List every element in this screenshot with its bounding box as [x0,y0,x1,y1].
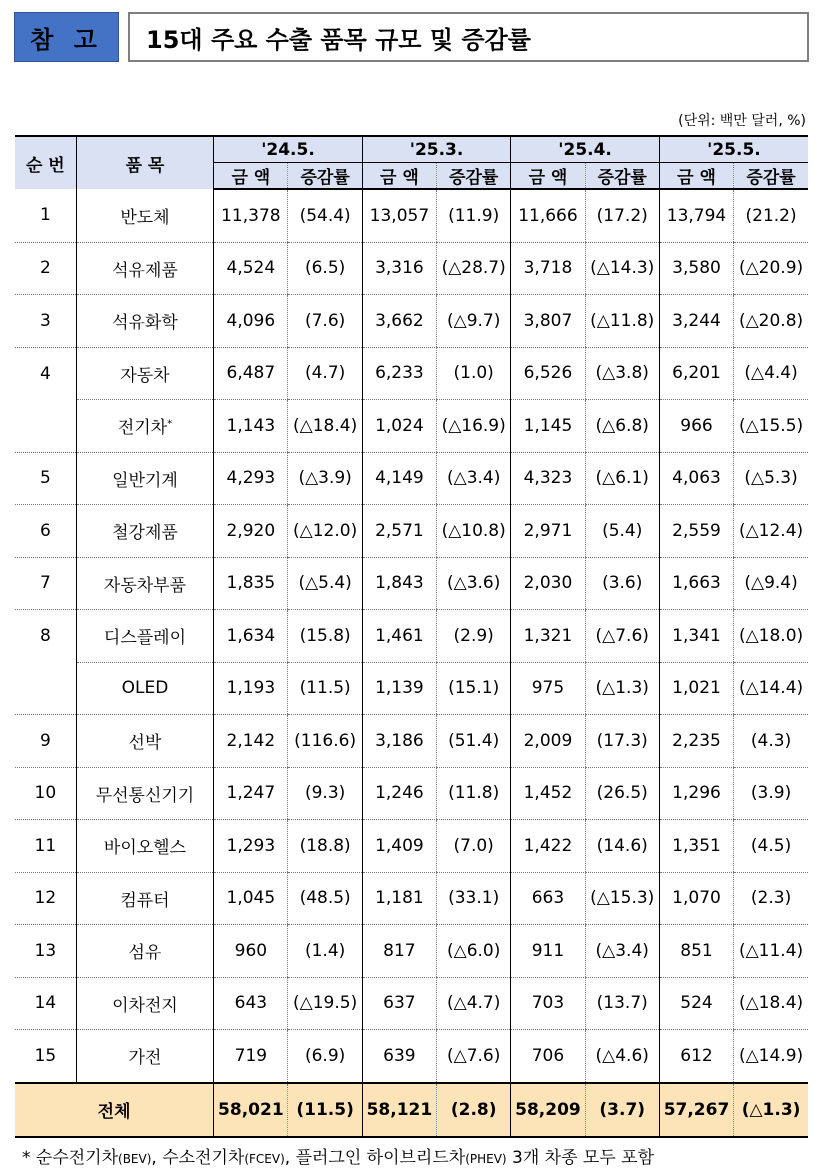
change-cell: (6.9) [288,1030,362,1083]
amount-cell: 1,843 [362,557,436,610]
amount-cell: 1,296 [659,767,733,820]
change-cell: (6.5) [288,242,362,295]
change-cell: (21.2) [734,189,808,242]
header-change: 증감률 [437,163,511,190]
change-cell: (△12.4) [734,505,808,558]
total-row [15,1083,808,1137]
row-rank: 6 [15,505,76,558]
amount-cell: 4,149 [362,452,436,505]
change-cell: (△9.4) [734,557,808,610]
section-header [14,12,809,64]
row-item-label: 석유화학 [112,313,178,334]
amount-cell: 1,070 [659,872,733,925]
row-item [76,925,214,978]
table-body [15,189,808,1137]
total-amount-cell: 58,121 [362,1083,436,1137]
row-rank: 12 [15,872,76,925]
footnote-mark: * [167,418,173,430]
change-cell: (△7.6) [585,610,659,663]
amount-cell: 2,235 [659,715,733,768]
row-item-label: 디스플레이 [103,628,187,649]
header-rank: 순 번 [15,136,76,189]
change-cell: (17.3) [585,715,659,768]
row-item-label: 선박 [128,733,162,754]
change-cell: (△20.8) [734,295,808,348]
amount-cell: 1,021 [659,662,733,715]
change-cell: (△16.9) [437,400,511,453]
header-change: 증감률 [288,163,362,190]
row-rank: 2 [15,242,76,295]
amount-cell: 11,666 [511,189,585,242]
change-cell: (7.0) [437,820,511,873]
amount-cell: 2,030 [511,557,585,610]
change-cell: (△5.3) [734,452,808,505]
row-rank: 10 [15,767,76,820]
table-row [15,347,808,400]
row-item [76,189,214,242]
amount-cell: 4,063 [659,452,733,505]
row-item-label: 바이오헬스 [103,838,187,859]
row-item-label: 가전 [128,1048,162,1069]
reference-tag: 참 고 [14,12,119,62]
row-item [76,242,214,295]
change-cell: (15.8) [288,610,362,663]
amount-cell: 911 [511,925,585,978]
change-cell: (△6.8) [585,400,659,453]
amount-cell: 1,321 [511,610,585,663]
amount-cell: 11,378 [214,189,288,242]
export-items-table [15,135,808,1138]
amount-cell: 3,807 [511,295,585,348]
header-amount: 금 액 [214,163,288,190]
table-row [15,715,808,768]
change-cell: (14.6) [585,820,659,873]
amount-cell: 1,663 [659,557,733,610]
row-item-label: 컴퓨터 [120,890,170,911]
page-title: 15대 주요 수출 품목 규모 및 증감률 [128,12,809,62]
amount-cell: 2,009 [511,715,585,768]
change-cell: (△3.6) [437,557,511,610]
amount-cell: 3,316 [362,242,436,295]
footnote-text: , 플러그인 하이브리드차 [284,1148,466,1168]
amount-cell: 2,559 [659,505,733,558]
change-cell: (△14.3) [585,242,659,295]
amount-cell: 1,193 [214,662,288,715]
change-cell: (48.5) [288,872,362,925]
table-row [15,452,808,505]
header-change: 증감률 [734,163,808,190]
change-cell: (116.6) [288,715,362,768]
table-row [15,662,808,715]
table-row [15,767,808,820]
table-row [15,557,808,610]
amount-cell: 1,409 [362,820,436,873]
change-cell: (7.6) [288,295,362,348]
unit-note: (단위: 백만 달러, %) [678,113,806,129]
amount-cell: 612 [659,1030,733,1083]
change-cell: (2.9) [437,610,511,663]
amount-cell: 2,142 [214,715,288,768]
table-row [15,242,808,295]
row-rank: 8 [39,626,51,646]
amount-cell: 6,201 [659,347,733,400]
footnote-abbr: (FCEV) [244,1152,285,1166]
change-cell: (11.5) [288,662,362,715]
row-item-label: 석유제품 [112,260,178,281]
table-row [15,977,808,1030]
amount-cell: 1,835 [214,557,288,610]
amount-cell: 1,461 [362,610,436,663]
change-cell: (△9.7) [437,295,511,348]
header-amount: 금 액 [362,163,436,190]
total-change-cell: (△1.3) [734,1083,808,1137]
change-cell: (17.2) [585,189,659,242]
table-row [15,1030,808,1083]
total-amount-cell: 58,021 [214,1083,288,1137]
header-period: '25.5. [659,136,808,163]
row-item [76,610,214,663]
amount-cell: 703 [511,977,585,1030]
amount-cell: 1,293 [214,820,288,873]
amount-cell: 3,662 [362,295,436,348]
change-cell: (△15.5) [734,400,808,453]
change-cell: (26.5) [585,767,659,820]
total-amount-cell: 57,267 [659,1083,733,1137]
change-cell: (△14.9) [734,1030,808,1083]
amount-cell: 6,233 [362,347,436,400]
amount-cell: 3,718 [511,242,585,295]
row-rank: 3 [15,295,76,348]
amount-cell: 817 [362,925,436,978]
row-item-label: 반도체 [120,207,170,228]
amount-cell: 3,580 [659,242,733,295]
footnote-abbr: (BEV) [118,1152,152,1166]
change-cell: (△15.3) [585,872,659,925]
header-item: 품 목 [76,136,214,189]
row-item-label: 철강제품 [112,523,178,544]
change-cell: (△4.7) [437,977,511,1030]
row-item-label: 일반기계 [112,470,178,491]
amount-cell: 4,293 [214,452,288,505]
row-item [76,662,214,715]
amount-cell: 966 [659,400,733,453]
change-cell: (9.3) [288,767,362,820]
amount-cell: 960 [214,925,288,978]
change-cell: (1.4) [288,925,362,978]
row-rank: 9 [15,715,76,768]
row-item-label: 자동차 [120,365,170,386]
amount-cell: 1,246 [362,767,436,820]
row-item [76,505,214,558]
row-item-label: 섬유 [128,943,162,964]
row-item [76,820,214,873]
change-cell: (4.3) [734,715,808,768]
amount-cell: 1,452 [511,767,585,820]
row-rank: 11 [15,820,76,873]
row-item [76,295,214,348]
amount-cell: 4,096 [214,295,288,348]
row-rank: 5 [15,452,76,505]
footnote [22,1143,654,1168]
amount-cell: 1,139 [362,662,436,715]
change-cell: (△6.0) [437,925,511,978]
change-cell: (15.1) [437,662,511,715]
table-row [15,820,808,873]
change-cell: (△7.6) [437,1030,511,1083]
change-cell: (△3.4) [437,452,511,505]
change-cell: (△14.4) [734,662,808,715]
amount-cell: 1,024 [362,400,436,453]
change-cell: (△18.0) [734,610,808,663]
amount-cell: 13,057 [362,189,436,242]
total-change-cell: (2.8) [437,1083,511,1137]
amount-cell: 1,143 [214,400,288,453]
change-cell: (△5.4) [288,557,362,610]
header-period: '25.4. [511,136,660,163]
change-cell: (△11.8) [585,295,659,348]
row-item [76,452,214,505]
change-cell: (△4.6) [585,1030,659,1083]
footnote-text: , 수소전기차 [151,1148,245,1168]
amount-cell: 2,920 [214,505,288,558]
change-cell: (△18.4) [734,977,808,1030]
change-cell: (△1.3) [585,662,659,715]
row-rank [15,662,76,715]
table-row [15,189,808,242]
amount-cell: 1,341 [659,610,733,663]
amount-cell: 1,181 [362,872,436,925]
table-row [15,610,808,663]
header-period: '24.5. [214,136,363,163]
change-cell: (18.8) [288,820,362,873]
change-cell: (11.9) [437,189,511,242]
change-cell: (△4.4) [734,347,808,400]
change-cell: (△3.8) [585,347,659,400]
change-cell: (5.4) [585,505,659,558]
change-cell: (3.6) [585,557,659,610]
change-cell: (3.9) [734,767,808,820]
amount-cell: 2,571 [362,505,436,558]
amount-cell: 3,186 [362,715,436,768]
change-cell: (11.8) [437,767,511,820]
change-cell: (△12.0) [288,505,362,558]
change-cell: (54.4) [288,189,362,242]
total-change-cell: (3.7) [585,1083,659,1137]
row-item [76,715,214,768]
row-item [76,1030,214,1083]
row-item [76,400,214,453]
amount-cell: 6,526 [511,347,585,400]
row-item [76,872,214,925]
change-cell: (△6.1) [585,452,659,505]
change-cell: (33.1) [437,872,511,925]
change-cell: (△11.4) [734,925,808,978]
amount-cell: 637 [362,977,436,1030]
row-rank: 4 [39,363,51,384]
row-rank: 7 [15,557,76,610]
row-rank [15,400,76,453]
row-item-label: 전기차 [117,418,168,439]
row-item [76,977,214,1030]
row-item [76,767,214,820]
amount-cell: 851 [659,925,733,978]
amount-cell: 706 [511,1030,585,1083]
amount-cell: 1,045 [214,872,288,925]
change-cell: (△3.9) [288,452,362,505]
header-period: '25.3. [362,136,511,163]
row-item-label: 무선통신기기 [95,785,195,806]
change-cell: (△3.4) [585,925,659,978]
row-rank: 14 [15,977,76,1030]
row-rank: 13 [15,925,76,978]
amount-cell: 524 [659,977,733,1030]
footnote-text: 3개 차종 모두 포함 [506,1148,655,1168]
amount-cell: 2,971 [511,505,585,558]
total-change-cell: (11.5) [288,1083,362,1137]
header-change: 증감률 [585,163,659,190]
amount-cell: 643 [214,977,288,1030]
amount-cell: 1,634 [214,610,288,663]
table-row [15,872,808,925]
row-item [76,557,214,610]
amount-cell: 1,422 [511,820,585,873]
amount-cell: 639 [362,1030,436,1083]
change-cell: (△20.9) [734,242,808,295]
total-label: 전체 [15,1083,214,1137]
amount-cell: 1,247 [214,767,288,820]
amount-cell: 663 [511,872,585,925]
header-amount: 금 액 [511,163,585,190]
table-row [15,505,808,558]
row-rank: 15 [15,1030,76,1083]
amount-cell: 719 [214,1030,288,1083]
change-cell: (△10.8) [437,505,511,558]
amount-cell: 975 [511,662,585,715]
footnote-text: * 순수전기차 [22,1148,119,1168]
table-row [15,400,808,453]
row-item-label: 자동차부품 [103,575,187,596]
row-item-label: 이차전지 [112,995,178,1016]
change-cell: (4.5) [734,820,808,873]
change-cell: (51.4) [437,715,511,768]
amount-cell: 3,244 [659,295,733,348]
row-item [76,347,214,400]
amount-cell: 6,487 [214,347,288,400]
row-item-label: OLED [121,678,169,699]
amount-cell: 1,145 [511,400,585,453]
change-cell: (4.7) [288,347,362,400]
change-cell: (△18.4) [288,400,362,453]
change-cell: (13.7) [585,977,659,1030]
change-cell: (2.3) [734,872,808,925]
change-cell: (△28.7) [437,242,511,295]
row-rank: 1 [15,189,76,242]
table-row [15,925,808,978]
footnote-abbr: (PHEV) [465,1152,507,1166]
amount-cell: 4,323 [511,452,585,505]
total-amount-cell: 58,209 [511,1083,585,1137]
table-row [15,295,808,348]
change-cell: (1.0) [437,347,511,400]
amount-cell: 13,794 [659,189,733,242]
header-amount: 금 액 [659,163,733,190]
amount-cell: 1,351 [659,820,733,873]
change-cell: (△19.5) [288,977,362,1030]
amount-cell: 4,524 [214,242,288,295]
